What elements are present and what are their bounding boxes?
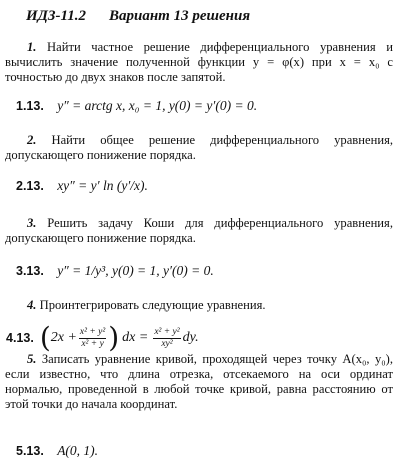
task5-label: 5.13. bbox=[16, 444, 44, 458]
task1-label: 1.13. bbox=[16, 99, 44, 113]
header-variant: Вариант 13 решения bbox=[109, 8, 251, 24]
task2-text: Найти общее решение дифференциального уравнения, допускающего понижение порядка. bbox=[5, 133, 394, 162]
task4-fraction-2-numerator: x² + y² bbox=[154, 326, 180, 337]
task4-term-dx: dx = bbox=[122, 330, 149, 345]
task1-number: 1. bbox=[27, 40, 37, 54]
task2-statement bbox=[5, 133, 393, 163]
task1-problem bbox=[16, 98, 257, 114]
task4-text: Проинтегрировать следующие уравнения. bbox=[39, 298, 266, 312]
task4-term-2x: 2x + bbox=[50, 330, 77, 345]
task3-statement bbox=[5, 216, 393, 246]
task3-equation: y″ = 1/y³, y(0) = 1, y′(0) = 0. bbox=[57, 263, 214, 278]
task2-number: 2. bbox=[27, 133, 37, 147]
task4-fraction-1 bbox=[79, 327, 106, 350]
task4-problem bbox=[6, 321, 199, 354]
task1-statement bbox=[5, 40, 393, 85]
task3-label: 3.13. bbox=[16, 264, 44, 278]
task5-equation: A(0, 1). bbox=[57, 443, 99, 458]
task5-number: 5. bbox=[27, 352, 37, 366]
task4-close-paren: ) bbox=[108, 321, 120, 354]
task5-text: Записать уравнение кривой, проходящей через точку A(x₀, y₀), если известно, что длина отрезка, отсекаемого на оси ординат нормалью, проведенной в любой точке кривой, равна расстоянию от этой точки до начала координат. bbox=[5, 352, 393, 411]
task5-problem bbox=[16, 443, 98, 459]
task4-fraction-2 bbox=[153, 327, 180, 350]
document-header bbox=[26, 8, 251, 25]
task4-term-dy: dy. bbox=[182, 330, 199, 345]
task3-number: 3. bbox=[27, 216, 37, 230]
header-assignment-id: ИДЗ-11.2 bbox=[26, 8, 86, 24]
task1-equation: y″ = arctg x, x₀ = 1, y(0) = y′(0) = 0. bbox=[57, 98, 258, 113]
task4-number: 4. bbox=[27, 298, 37, 312]
task4-fraction-1-numerator: x² + y² bbox=[79, 326, 106, 337]
task3-text: Решить задачу Коши для дифференциального уравнения, допускающего понижение порядка. bbox=[5, 216, 393, 245]
task4-statement bbox=[5, 298, 393, 313]
task5-statement bbox=[5, 352, 393, 412]
task4-fraction-1-denominator: x² + y bbox=[81, 338, 104, 349]
task2-problem bbox=[16, 178, 148, 194]
task4-fraction-2-denominator: xy² bbox=[161, 338, 173, 349]
task4-open-paren: ( bbox=[39, 321, 51, 354]
task2-label: 2.13. bbox=[16, 179, 44, 193]
task3-problem bbox=[16, 263, 214, 279]
task2-equation: xy″ = y′ ln (y′/x). bbox=[57, 178, 148, 193]
task4-label: 4.13. bbox=[6, 331, 34, 345]
task1-text: Найти частное решение дифференциального уравнения и вычислить значение полученной функции y = φ(x) при x = x₀ с точностью до двух знаков после запятой. bbox=[5, 40, 393, 84]
